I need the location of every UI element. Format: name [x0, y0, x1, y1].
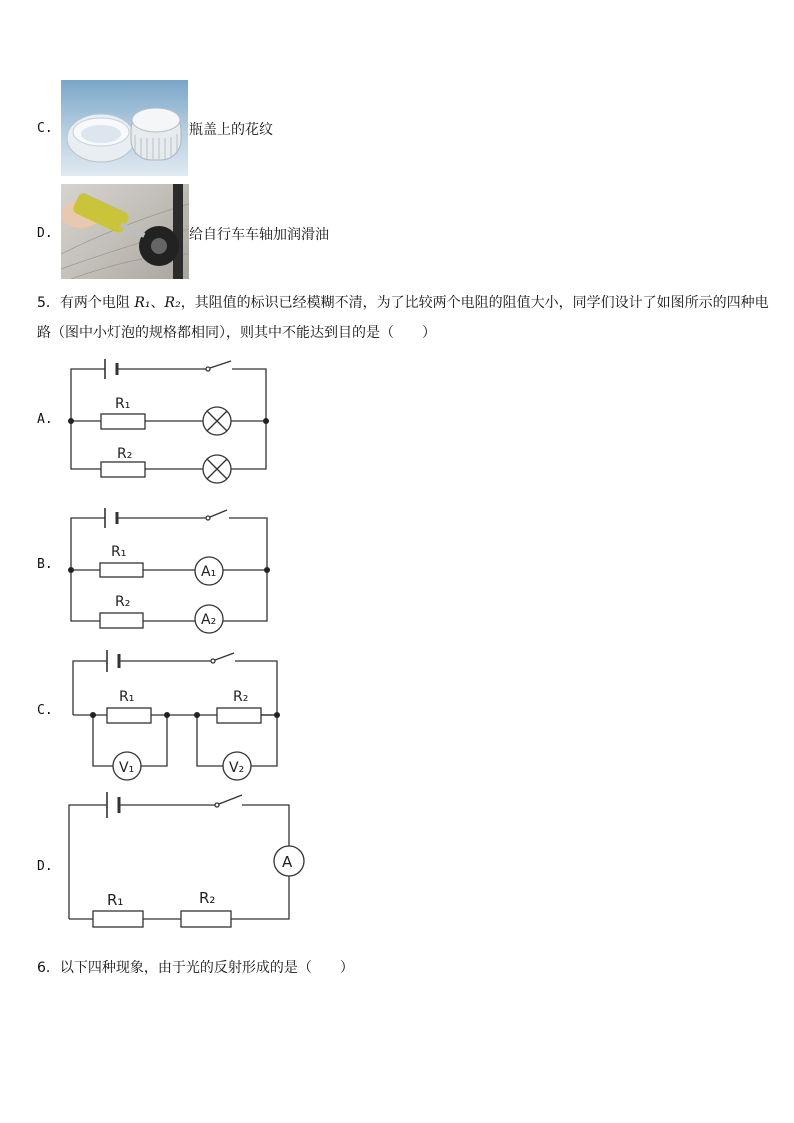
- option-d-letter: D.: [37, 226, 53, 241]
- option-d-text: 给自行车车轴加润滑油: [189, 227, 329, 243]
- ammeter-a-label: A: [282, 853, 293, 871]
- circuit-c-r1-label: R₁: [119, 689, 135, 705]
- question-5-rest: ，其阻值的标识已经模糊不清，为了比较两个电阻的阻值大小，同学们设计了如图所示的四种电: [180, 295, 769, 311]
- resistor-r2-label: R₂: [164, 295, 181, 311]
- bottle-caps-image: [61, 80, 188, 176]
- circuit-b: [65, 505, 295, 635]
- circuit-a: [65, 355, 295, 485]
- ammeter-a2-label: A₂: [201, 612, 217, 628]
- option-c2-letter: C.: [37, 703, 53, 718]
- question-6: 6．以下四种现象，由于光的反射形成的是（ ）: [37, 960, 354, 976]
- circuit-a-r2-label: R₂: [117, 446, 133, 462]
- bottle-caps-photo: [61, 80, 188, 176]
- oiling-bike-axle-photo: [61, 184, 189, 279]
- ammeter-a1-label: A₁: [201, 564, 217, 580]
- option-b-letter: B.: [37, 557, 53, 572]
- circuit-c: [65, 645, 305, 775]
- option-c-text: 瓶盖上的花纹: [189, 122, 273, 138]
- circuit-b-r2-label: R₂: [115, 594, 131, 610]
- circuit-a-r1-label: R₁: [115, 396, 131, 412]
- circuit-d-r1-label: R₁: [107, 891, 124, 909]
- question-5-line-2: 路（图中小灯泡的规格都相同），则其中不能达到目的是（ ）: [37, 325, 436, 341]
- separator: 、: [150, 295, 165, 311]
- option-c-letter: C.: [37, 121, 53, 136]
- voltmeter-v1-label: V₁: [119, 760, 135, 776]
- option-a-letter: A.: [37, 412, 53, 427]
- circuit-d-r2-label: R₂: [199, 889, 216, 907]
- voltmeter-v2-label: V₂: [229, 760, 245, 776]
- question-5-line-1: [37, 292, 769, 312]
- question-5-intro: 5．有两个电阻: [37, 295, 130, 311]
- circuit-c-r2-label: R₂: [233, 689, 249, 705]
- option-d2-letter: D.: [37, 859, 53, 874]
- circuit-b-r1-label: R₁: [111, 544, 127, 560]
- oiling-image: [61, 184, 189, 279]
- resistor-r1-label: R₁: [134, 295, 151, 311]
- circuit-d: [65, 788, 305, 928]
